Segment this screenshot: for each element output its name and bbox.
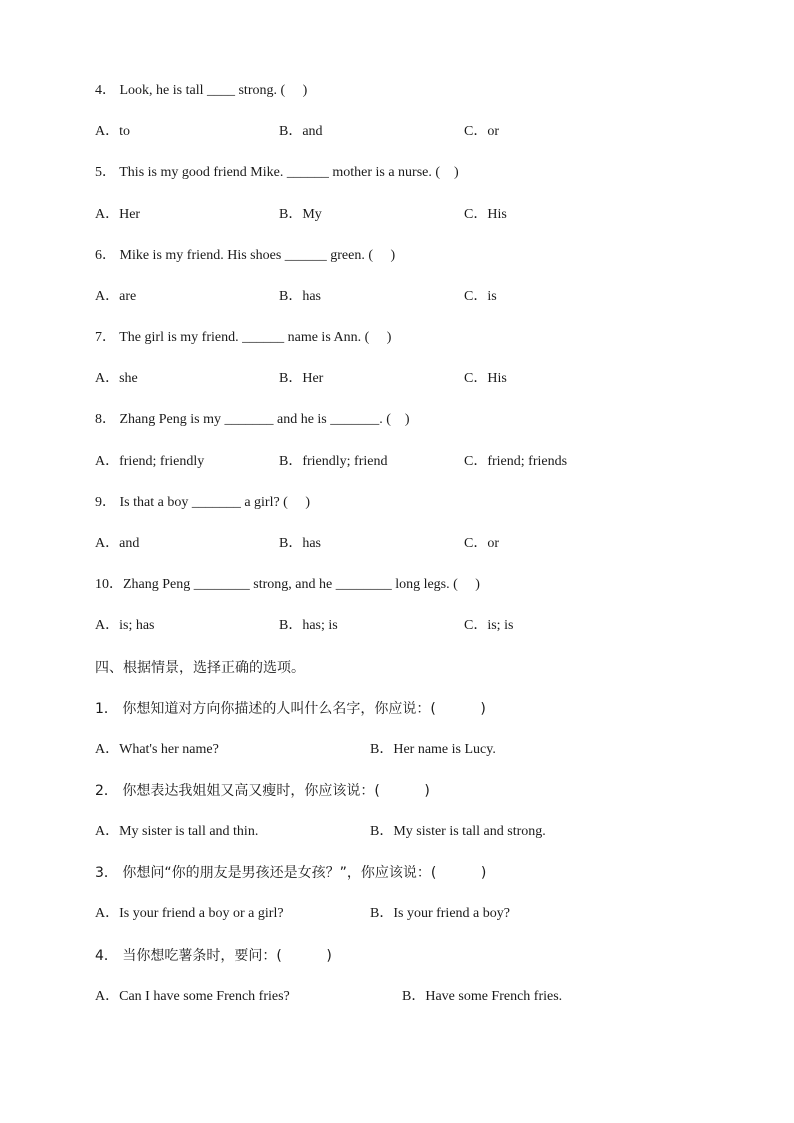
option-b: B．Her name is Lucy. — [370, 742, 496, 757]
situation-question-4: 4． 当你想吃薯条时，要问：( ) — [95, 948, 332, 964]
option-b: B．Have some French fries. — [402, 989, 563, 1004]
option-a: A．Her — [95, 207, 141, 222]
option-b: B．My — [279, 207, 322, 222]
option-b: B．has — [279, 289, 321, 304]
question-4: 4． Look, he is tall ____ strong. ( ) — [95, 83, 308, 98]
option-c: C．or — [464, 124, 499, 139]
section-heading: 四、根据情景，选择正确的选项。 — [95, 660, 305, 676]
option-a: A．she — [95, 371, 138, 386]
option-a: A．are — [95, 289, 137, 304]
option-c: C．is — [464, 289, 497, 304]
option-b: B．and — [279, 124, 323, 139]
option-b: B．friendly; friend — [279, 454, 388, 469]
option-c: C．friend; friends — [464, 454, 568, 469]
question-6: 6． Mike is my friend. His shoes ______ green. ( ) — [95, 248, 396, 263]
option-a: A．My sister is tall and thin. — [95, 824, 259, 839]
situation-question-2: 2． 你想表达我姐姐又高又瘦时，你应该说：( ) — [95, 783, 430, 799]
question-8: 8． Zhang Peng is my _______ and he is _______. ( ) — [95, 412, 410, 427]
question-10: 10．Zhang Peng ________ strong, and he ________ long legs. ( ) — [95, 577, 480, 592]
option-c: C．or — [464, 536, 499, 551]
option-b: B．Her — [279, 371, 324, 386]
option-b: B．has; is — [279, 618, 338, 633]
option-a: A．is; has — [95, 618, 155, 633]
option-c: C．His — [464, 371, 507, 386]
option-c: C．is; is — [464, 618, 514, 633]
situation-question-1: 1． 你想知道对方向你描述的人叫什么名字，你应说：( ) — [95, 701, 486, 717]
option-a: A．What's her name? — [95, 742, 219, 757]
option-a: A．Can I have some French fries? — [95, 989, 290, 1004]
option-b: B．Is your friend a boy? — [370, 906, 510, 921]
situation-question-3: 3． 你想问“你的朋友是男孩还是女孩？”，你应该说：( ) — [95, 865, 487, 881]
option-a: A．and — [95, 536, 140, 551]
option-a: A．Is your friend a boy or a girl? — [95, 906, 284, 921]
question-5: 5． This is my good friend Mike. ______ mother is a nurse. ( ) — [95, 165, 459, 180]
option-a: A．to — [95, 124, 130, 139]
option-a: A．friend; friendly — [95, 454, 205, 469]
question-7: 7． The girl is my friend. ______ name is Ann. ( ) — [95, 330, 392, 345]
option-b: B．My sister is tall and strong. — [370, 824, 546, 839]
question-9: 9． Is that a boy _______ a girl? ( ) — [95, 495, 311, 510]
option-c: C．His — [464, 207, 507, 222]
option-b: B．has — [279, 536, 321, 551]
